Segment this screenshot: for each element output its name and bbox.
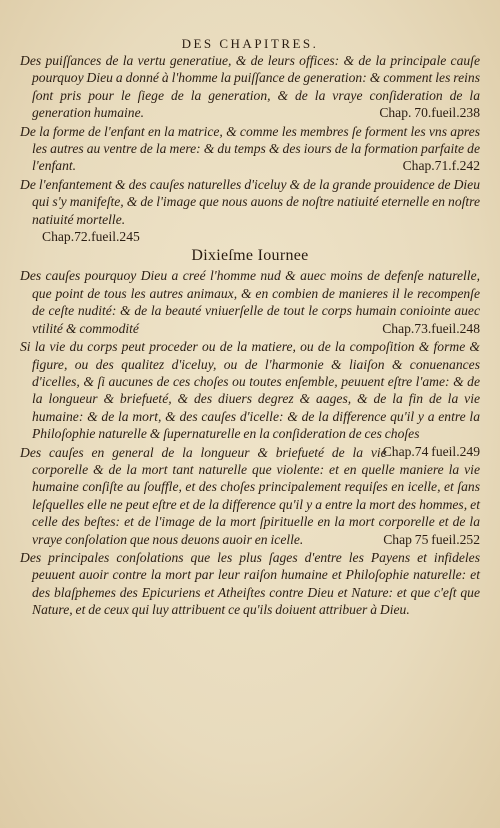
toc-entry-70 — [20, 52, 480, 122]
chapter-reference: Chap.74 fueil.249 — [382, 443, 480, 459]
entry-text: De la forme de l'enfant en la matrice, & comme les membres ſe forment les vns apres les autres au ventre de la mere: & du temps & des iours de la formation parfaite de l'enfant. — [20, 123, 480, 174]
chapter-reference: Chap.71.f.242 — [402, 158, 480, 174]
chapter-reference: Chap.73.fueil.248 — [382, 320, 480, 336]
entry-text: Si la vie du corps peut proceder ou de la matiere, ou de la compoſition & forme & figure, ou des qualitez d'iceluy, ou de l'harmonie & liaiſon & conuenances d'icelles, & ſi aucunes de ces choſes ou toutes enſemble, peuuent eſtre l'ame: & de la longueur & briefueté, & des diuers degrez & aages, & de la fin de la vie humaine: & de la mort, & des cauſes d'icelle: & de la difference qu'il y a entre la Philoſophie naturelle & ſupernaturelle en la conſideration de ces choſes — [20, 339, 480, 442]
entry-text: Des puiſſances de la vertu generatiue, & de leurs offices: & de la principale cauſe pourquoy Dieu a donné à l'homme la puiſſance de generation: & comment les reins ſont pris pour le ſiege de la generation, & de la vraye conſideration de la generation humaine. — [20, 53, 480, 121]
running-header: DES CHAPITRES. — [181, 36, 319, 51]
toc-entry-73 — [20, 267, 480, 337]
toc-entry-71 — [20, 123, 480, 175]
entry-text: Des principales conſolations que les plus ſages d'entre les Payens et infideles peuuent auoir contre la mort par leur raiſon humaine et Philoſophie naturelle: et des blaſphemes des Epicuriens et Atheiſtes contre Dieu et Nature: et que c'eſt que Nature, et de ceux qui luy attribuent ce qu'ils doiuent attribuer à Dieu. — [20, 549, 480, 618]
chapter-reference: Chap.72.fueil.245 — [42, 229, 140, 245]
chapter-reference: Chap 75 fueil.252 — [383, 531, 480, 547]
entry-text: Des cauſes en general de la longueur & briefueté de la vie corporelle & de la mort tant naturelle que violente: et en quelle maniere la vie humaine conſiſte au ſouffle, et des choſes principalement requiſes en icelle, et ſans leſquelles elle ne peut eſtre et de la difference qu'il y a entre la mort des hommes, et celle des beſtes: et de l'image de la mort ſpirituelle en la mort corporelle et de la vraye conſolation que nous deuons auoir en icelle. — [20, 444, 480, 547]
toc-entry-74 — [20, 338, 480, 459]
entry-text: De l'enfantement & des cauſes naturelles d'iceluy & de la grande prouidence de Dieu qui s'y manifeſte, & de l'image que nous auons de noſtre natiuité eternelle en noſtre natiuité mortelle. — [20, 176, 480, 227]
table-of-contents — [20, 52, 480, 620]
entry-text: Des cauſes pourquoy Dieu a creé l'homme nud & auec moins de defenſe naturelle, que point de tous les autres animaux, & en combien de manieres il le recompenſe de ceſte nudité: & de la beauté vniuerſelle de tout le corps humain coniointe auec vtilité & commodité — [20, 268, 480, 336]
toc-entry-76 — [20, 549, 480, 619]
chapter-reference: Chap. 70.fueil.238 — [379, 105, 480, 121]
section-heading: Dixieſme Iournee — [191, 247, 309, 265]
toc-entry-72 — [20, 176, 480, 246]
